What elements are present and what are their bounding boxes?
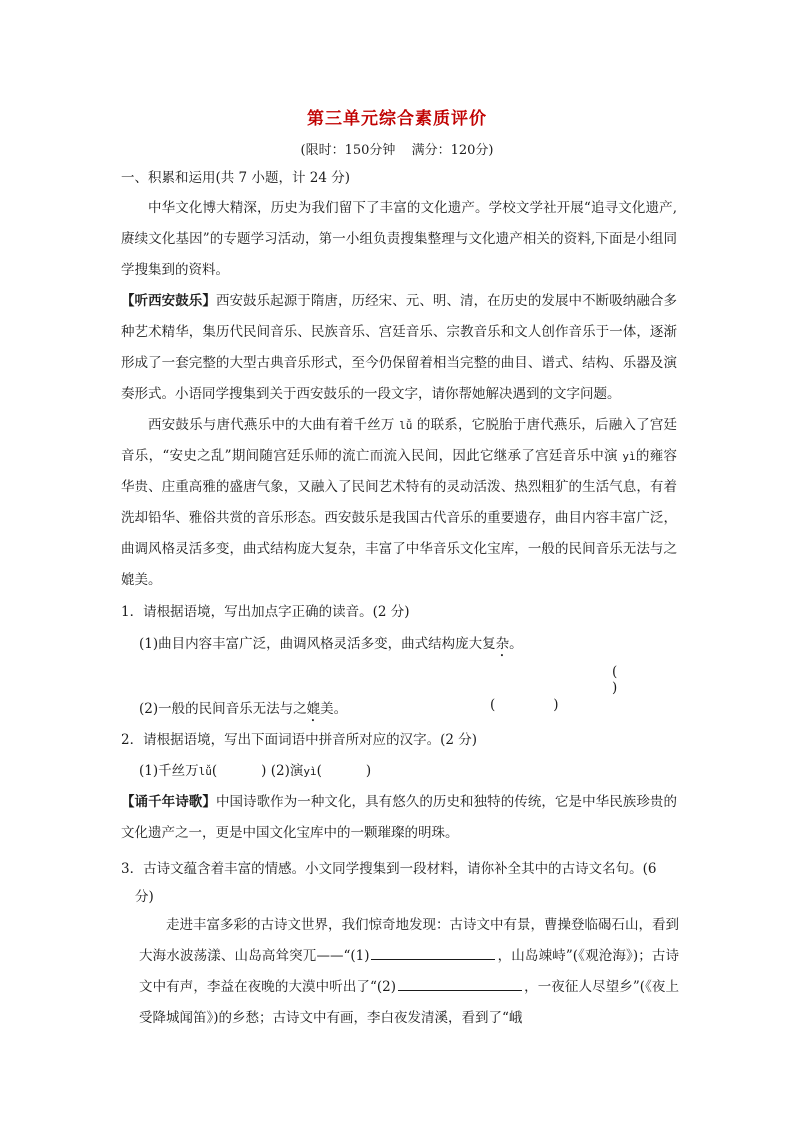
question-2-items — [139, 759, 679, 779]
paren-close: ) — [261, 763, 267, 779]
q3-passage-a: 走进丰富多彩的古诗文世界，我们惊奇地发现：古诗文中有景，曹操登临碣石山，看到大海水波荡漾、山岛高耸突兀——“(1) — [139, 917, 679, 964]
drum-passage-part-c: 的雍容华贵、庄重高雅的盛唐气象，又融入了民间艺术特有的灵动活泼、热烈粗犷的生活气息，有着洗却铅华、雅俗共赏的音乐形态。西安鼓乐是我国古代音乐的重要遗存，曲目内容丰富广泛，曲调风格灵活多变，曲式结构庞大复杂，丰富了中华音乐文化宝库，一般的民间音乐无法与之媲美。 — [121, 448, 677, 588]
question-1-item-1 — [139, 632, 679, 660]
xian-drum-paragraph — [121, 286, 677, 410]
question-3-stem — [121, 855, 681, 911]
poetry-text: 中国诗歌作为一种文化，具有悠久的历史和独特的传统，它是中华民族珍贵的文化遗产之一，更是中国文化宝库中的一颗璀璨的明珠。 — [121, 794, 677, 841]
q2-item2-label: (2)演 — [270, 763, 304, 779]
answer-blank-4[interactable] — [317, 763, 372, 779]
intro-paragraph: 中华文化博大精深，历史为我们留下了丰富的文化遗产。学校文学社开展“追寻文化遗产,赓续文化基因”的专题学习活动，第一小组负责搜集整理与文化遗产相关的资料,下面是小组同学搜集到的资料。 — [121, 200, 677, 278]
poetry-paragraph — [121, 787, 677, 849]
paren-close: ) — [612, 680, 618, 696]
question-1-item-2 — [139, 697, 679, 725]
q1-item2-end: 美。 — [320, 701, 348, 717]
q1-item2-text: (2)一般的民间音乐无法与之 — [139, 701, 307, 717]
pinyin-yi: yì — [622, 450, 636, 463]
paren-open: ( — [612, 664, 618, 680]
drum-passage-part-a: 西安鼓乐与唐代燕乐中的大曲有着千丝万 — [148, 417, 395, 433]
fill-blank-2[interactable] — [398, 976, 522, 991]
q2-pinyin-lv: lǚ — [198, 765, 212, 778]
paren-open: ( — [490, 697, 496, 713]
drum-passage — [121, 410, 677, 596]
section-heading: 一、积累和运用(共 7 小题，计 24 分) — [121, 170, 350, 186]
poetry-tag: 【诵千年诗歌】 — [121, 794, 216, 810]
q3-passage-b: ，山岛竦峙”(《观沧海》)；古诗文中有声，李益在夜晚的大漠中听出了“(2) — [139, 948, 679, 995]
answer-blank-3[interactable] — [212, 763, 267, 779]
fill-blank-1[interactable] — [371, 945, 495, 960]
q3-passage-c: ，一夜征人尽望乡”(《夜上受降城闻笛》)的乡愁；古诗文中有画，李白夜发清溪，看到了“峨 — [139, 979, 680, 1026]
page-title: 第三单元综合素质评价 — [307, 109, 487, 129]
exam-info — [0, 139, 794, 158]
xian-drum-text: 西安鼓乐起源于隋唐，历经宋、元、明、清，在历史的发展中不断吸纳融合多种艺术精华，集历代民间音乐、民族音乐、宫廷音乐、宗教音乐和文人创作音乐于一体，逐渐形成了一套完整的大型古典音乐形式，至今仍保留着相当完整的曲目、谱式、结构、乐器及演奏形式。小语同学搜集到关于西安鼓乐的一段文字，请你帮她解决遇到的文字问题。 — [121, 293, 677, 402]
q1-item1-end: 。 — [509, 636, 523, 652]
full-score: 满分：120分) — [411, 143, 494, 158]
answer-blank-2[interactable] — [490, 697, 560, 713]
q3-stem-cont: 分) — [135, 889, 154, 905]
drum-passage-part-b: 的联系，它脱胎于唐代燕乐，后融入了宫廷音乐，“安史之乱”期间随宫廷乐师的流亡而流入民间，因此它继承了宫廷音乐中演 — [121, 417, 678, 464]
question-1-stem: 1．请根据语境，写出加点字正确的读音。(2 分) — [121, 604, 410, 620]
time-limit: (限时：150分钟 — [300, 143, 396, 158]
dotted-char-pi: 媲 — [306, 701, 321, 717]
paren-open: ( — [211, 763, 218, 779]
paren-open: ( — [316, 763, 322, 779]
pinyin-lv: lǚ — [399, 419, 413, 432]
question-2-stem: 2．请根据语境，写出下面词语中拼音所对应的汉字。(2 分) — [121, 732, 478, 748]
dotted-char-za: 杂 — [495, 636, 510, 652]
xian-drum-tag: 【听西安鼓乐】 — [121, 293, 216, 309]
q1-item1-text: (1)曲目内容丰富广泛，曲调风格灵活多变，曲式结构庞大复 — [139, 636, 496, 652]
q3-stem-text: 3．古诗文蕴含着丰富的情感。小文同学搜集到一段材料，请你补全其中的古诗文名句。(6 — [121, 861, 657, 877]
paren-close: ) — [553, 697, 559, 713]
q2-pinyin-yi: yì — [303, 765, 317, 778]
q2-item1-label: (1)千丝万 — [139, 763, 199, 779]
answer-blank-1[interactable] — [612, 664, 676, 696]
question-3-passage — [139, 910, 679, 1034]
paren-close: ) — [365, 763, 372, 779]
